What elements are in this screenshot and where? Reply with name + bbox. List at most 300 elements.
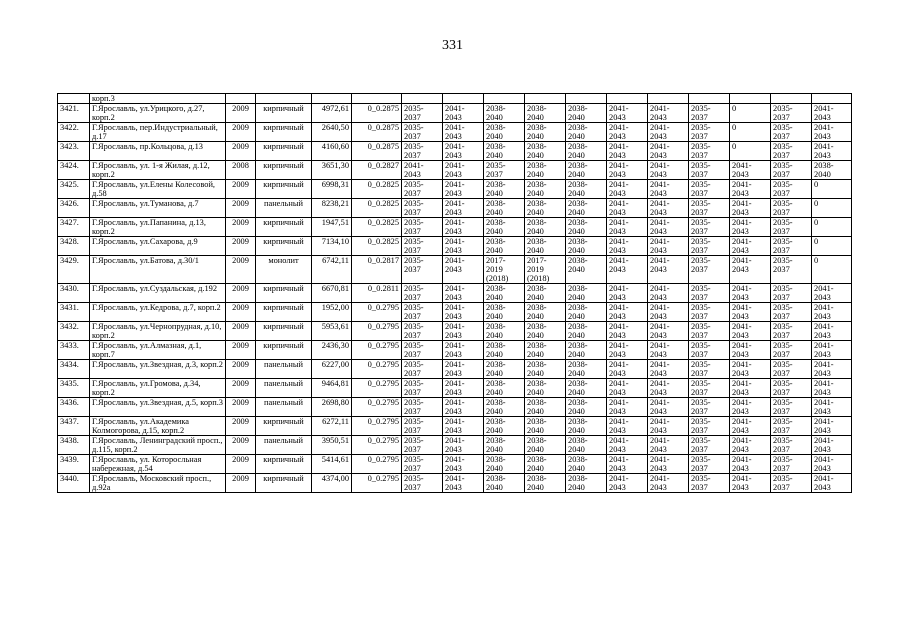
period-2-cell: 2041-2043 [443, 237, 484, 256]
year-built-cell: 2009 [226, 322, 256, 341]
period-10-cell: 2035-2037 [771, 379, 812, 398]
period-2-cell: 2041-2043 [443, 161, 484, 180]
period-1-cell: 2035-2037 [402, 417, 443, 436]
wear-ratio-cell: 0_0.2795 [352, 474, 402, 493]
continuation-row [58, 94, 852, 104]
period-1-cell: 2035-2037 [402, 237, 443, 256]
area-cell: 4160,60 [312, 142, 352, 161]
wear-ratio-cell: 0_0.2825 [352, 218, 402, 237]
period-2-cell: 2041-2043 [443, 218, 484, 237]
period-5-cell: 2038-2040 [566, 360, 607, 379]
table-cell [58, 94, 90, 104]
period-5-cell: 2038-2040 [566, 161, 607, 180]
period-7-cell: 2041-2043 [648, 455, 689, 474]
address-cell: Г.Ярославль, пер.Индустриальный, д.17 [90, 123, 226, 142]
period-11-cell: 2041-2043 [812, 104, 852, 123]
period-9-cell: 2041-2043 [730, 199, 771, 218]
period-5-cell: 2038-2040 [566, 341, 607, 360]
year-built-cell: 2009 [226, 398, 256, 417]
area-cell: 6742,11 [312, 256, 352, 284]
period-7-cell: 2041-2043 [648, 474, 689, 493]
area-cell: 6670,81 [312, 284, 352, 303]
period-8-cell: 2035-2037 [689, 237, 730, 256]
period-10-cell: 2035-2037 [771, 417, 812, 436]
address-cell: Г.Ярославль, ул.Туманова, д.7 [90, 199, 226, 218]
year-built-cell: 2009 [226, 123, 256, 142]
table-row [58, 360, 852, 379]
table-row [58, 341, 852, 360]
period-7-cell: 2041-2043 [648, 256, 689, 284]
wall-material-cell: кирпичный [256, 474, 312, 493]
period-6-cell: 2041-2043 [607, 360, 648, 379]
period-5-cell: 2038-2040 [566, 218, 607, 237]
table-row [58, 237, 852, 256]
table-row [58, 123, 852, 142]
address-cell: Г.Ярославль, ул.Суздальская, д.192 [90, 284, 226, 303]
address-cell: Г.Ярославль, пр.Кольцова, д.13 [90, 142, 226, 161]
table-row [58, 104, 852, 123]
period-3-cell: 2038-2040 [484, 180, 525, 199]
period-4-cell: 2038-2040 [525, 455, 566, 474]
row-number-cell: 3440. [58, 474, 90, 493]
period-6-cell: 2041-2043 [607, 104, 648, 123]
period-9-cell: 2041-2043 [730, 303, 771, 322]
row-number-cell: 3438. [58, 436, 90, 455]
table-row [58, 398, 852, 417]
wall-material-cell: кирпичный [256, 303, 312, 322]
wear-ratio-cell: 0_0.2795 [352, 360, 402, 379]
period-7-cell: 2041-2043 [648, 104, 689, 123]
table-row [58, 322, 852, 341]
period-11-cell: 0 [812, 199, 852, 218]
period-4-cell: 2038-2040 [525, 436, 566, 455]
period-6-cell: 2041-2043 [607, 199, 648, 218]
period-1-cell: 2041-2043 [402, 161, 443, 180]
row-number-cell: 3432. [58, 322, 90, 341]
period-6-cell: 2041-2043 [607, 436, 648, 455]
period-11-cell: 2041-2043 [812, 474, 852, 493]
period-1-cell: 2035-2037 [402, 455, 443, 474]
period-10-cell: 2035-2037 [771, 474, 812, 493]
row-number-cell: 3421. [58, 104, 90, 123]
area-cell: 4374,00 [312, 474, 352, 493]
period-2-cell: 2041-2043 [443, 104, 484, 123]
period-9-cell: 2041-2043 [730, 161, 771, 180]
area-cell: 5414,61 [312, 455, 352, 474]
row-number-cell: 3429. [58, 256, 90, 284]
period-1-cell: 2035-2037 [402, 341, 443, 360]
period-1-cell: 2035-2037 [402, 474, 443, 493]
period-5-cell: 2038-2040 [566, 199, 607, 218]
period-11-cell: 0 [812, 180, 852, 199]
period-3-cell: 2035-2037 [484, 161, 525, 180]
wear-ratio-cell: 0_0.2875 [352, 104, 402, 123]
period-4-cell: 2038-2040 [525, 284, 566, 303]
period-6-cell: 2041-2043 [607, 322, 648, 341]
wear-ratio-cell: 0_0.2827 [352, 161, 402, 180]
year-built-cell: 2009 [226, 379, 256, 398]
period-5-cell: 2038-2040 [566, 237, 607, 256]
period-6-cell: 2041-2043 [607, 303, 648, 322]
period-1-cell: 2035-2037 [402, 303, 443, 322]
area-cell: 1952,00 [312, 303, 352, 322]
period-2-cell: 2041-2043 [443, 379, 484, 398]
address-cell: Г.Ярославль, Московский просп., д.92а [90, 474, 226, 493]
period-7-cell: 2041-2043 [648, 360, 689, 379]
wall-material-cell: кирпичный [256, 218, 312, 237]
period-5-cell: 2038-2040 [566, 474, 607, 493]
table-row [58, 474, 852, 493]
table-row [58, 436, 852, 455]
address-cell: Г.Ярославль, Ленинградский просп., д.115, корп.2 [90, 436, 226, 455]
period-1-cell: 2035-2037 [402, 199, 443, 218]
wear-ratio-cell: 0_0.2795 [352, 417, 402, 436]
period-6-cell: 2041-2043 [607, 474, 648, 493]
year-built-cell: 2009 [226, 455, 256, 474]
period-4-cell: 2017-2019 (2018) [525, 256, 566, 284]
area-cell: 6227,00 [312, 360, 352, 379]
period-10-cell: 2035-2037 [771, 199, 812, 218]
period-9-cell: 2041-2043 [730, 322, 771, 341]
wear-ratio-cell: 0_0.2795 [352, 398, 402, 417]
area-cell: 2436,30 [312, 341, 352, 360]
period-3-cell: 2017-2019 (2018) [484, 256, 525, 284]
period-8-cell: 2035-2037 [689, 180, 730, 199]
wall-material-cell: кирпичный [256, 180, 312, 199]
address-cell: Г.Ярославль, ул.Академика Колмогорова, д.15, корп.2 [90, 417, 226, 436]
period-4-cell: 2038-2040 [525, 398, 566, 417]
period-1-cell: 2035-2037 [402, 256, 443, 284]
period-9-cell: 2041-2043 [730, 398, 771, 417]
wall-material-cell: панельный [256, 379, 312, 398]
period-8-cell: 2035-2037 [689, 199, 730, 218]
period-6-cell: 2041-2043 [607, 417, 648, 436]
wall-material-cell: кирпичный [256, 161, 312, 180]
wear-ratio-cell: 0_0.2795 [352, 436, 402, 455]
period-8-cell: 2035-2037 [689, 341, 730, 360]
period-3-cell: 2038-2040 [484, 104, 525, 123]
wear-ratio-cell: 0_0.2795 [352, 341, 402, 360]
period-1-cell: 2035-2037 [402, 379, 443, 398]
table-row [58, 218, 852, 237]
wall-material-cell: панельный [256, 398, 312, 417]
period-1-cell: 2035-2037 [402, 322, 443, 341]
period-2-cell: 2041-2043 [443, 360, 484, 379]
period-10-cell: 2035-2037 [771, 256, 812, 284]
period-2-cell: 2041-2043 [443, 455, 484, 474]
period-11-cell: 2041-2043 [812, 398, 852, 417]
table-row [58, 417, 852, 436]
year-built-cell: 2009 [226, 360, 256, 379]
wear-ratio-cell: 0_0.2795 [352, 322, 402, 341]
period-10-cell: 2035-2037 [771, 398, 812, 417]
period-1-cell: 2035-2037 [402, 104, 443, 123]
period-3-cell: 2038-2040 [484, 123, 525, 142]
row-number-cell: 3436. [58, 398, 90, 417]
period-10-cell: 2035-2037 [771, 322, 812, 341]
period-2-cell: 2041-2043 [443, 123, 484, 142]
period-5-cell: 2038-2040 [566, 284, 607, 303]
period-11-cell: 2041-2043 [812, 360, 852, 379]
period-5-cell: 2038-2040 [566, 180, 607, 199]
area-cell: 5953,61 [312, 322, 352, 341]
period-3-cell: 2038-2040 [484, 417, 525, 436]
wall-material-cell: кирпичный [256, 284, 312, 303]
wall-material-cell: кирпичный [256, 237, 312, 256]
address-cell: Г.Ярославль, ул.Громова, д.34, корп.2 [90, 379, 226, 398]
table-row [58, 180, 852, 199]
year-built-cell: 2009 [226, 104, 256, 123]
period-1-cell: 2035-2037 [402, 142, 443, 161]
wall-material-cell: кирпичный [256, 455, 312, 474]
period-1-cell: 2035-2037 [402, 398, 443, 417]
period-6-cell: 2041-2043 [607, 237, 648, 256]
year-built-cell: 2009 [226, 237, 256, 256]
period-8-cell: 2035-2037 [689, 436, 730, 455]
period-11-cell: 0 [812, 237, 852, 256]
period-3-cell: 2038-2040 [484, 218, 525, 237]
year-built-cell: 2009 [226, 218, 256, 237]
period-4-cell: 2038-2040 [525, 341, 566, 360]
row-number-cell: 3428. [58, 237, 90, 256]
row-number-cell: 3437. [58, 417, 90, 436]
period-8-cell: 2035-2037 [689, 104, 730, 123]
period-7-cell: 2041-2043 [648, 303, 689, 322]
wall-material-cell: кирпичный [256, 341, 312, 360]
period-3-cell: 2038-2040 [484, 284, 525, 303]
period-8-cell: 2035-2037 [689, 360, 730, 379]
period-3-cell: 2038-2040 [484, 436, 525, 455]
period-4-cell: 2038-2040 [525, 237, 566, 256]
wear-ratio-cell: 0_0.2811 [352, 284, 402, 303]
period-10-cell: 2035-2037 [771, 303, 812, 322]
period-2-cell: 2041-2043 [443, 256, 484, 284]
period-3-cell: 2038-2040 [484, 341, 525, 360]
row-number-cell: 3431. [58, 303, 90, 322]
period-3-cell: 2038-2040 [484, 379, 525, 398]
period-11-cell: 2038-2040 [812, 161, 852, 180]
period-7-cell: 2041-2043 [648, 379, 689, 398]
address-cell: Г.Ярославль, ул.Алмазная, д.1, корп.7 [90, 341, 226, 360]
period-10-cell: 2035-2037 [771, 455, 812, 474]
table-row [58, 379, 852, 398]
period-9-cell: 2041-2043 [730, 417, 771, 436]
wall-material-cell: кирпичный [256, 417, 312, 436]
table-row [58, 455, 852, 474]
period-2-cell: 2041-2043 [443, 303, 484, 322]
wall-material-cell: панельный [256, 199, 312, 218]
period-2-cell: 2041-2043 [443, 417, 484, 436]
period-5-cell: 2038-2040 [566, 256, 607, 284]
period-5-cell: 2038-2040 [566, 417, 607, 436]
area-cell: 3950,51 [312, 436, 352, 455]
table-row [58, 303, 852, 322]
page-number: 331 [442, 38, 463, 53]
period-10-cell: 2035-2037 [771, 218, 812, 237]
period-5-cell: 2038-2040 [566, 303, 607, 322]
wall-material-cell: кирпичный [256, 104, 312, 123]
area-cell: 4972,61 [312, 104, 352, 123]
period-6-cell: 2041-2043 [607, 218, 648, 237]
period-8-cell: 2035-2037 [689, 161, 730, 180]
period-1-cell: 2035-2037 [402, 284, 443, 303]
period-9-cell: 0 [730, 104, 771, 123]
wall-material-cell: кирпичный [256, 322, 312, 341]
period-8-cell: 2035-2037 [689, 474, 730, 493]
wall-material-cell: монолит [256, 256, 312, 284]
period-5-cell: 2038-2040 [566, 142, 607, 161]
row-number-cell: 3426. [58, 199, 90, 218]
period-2-cell: 2041-2043 [443, 322, 484, 341]
wall-material-cell: кирпичный [256, 142, 312, 161]
wall-material-cell: панельный [256, 360, 312, 379]
period-4-cell: 2038-2040 [525, 474, 566, 493]
period-11-cell: 2041-2043 [812, 284, 852, 303]
wear-ratio-cell: 0_0.2825 [352, 199, 402, 218]
table-row [58, 161, 852, 180]
period-2-cell: 2041-2043 [443, 341, 484, 360]
area-cell: 6998,31 [312, 180, 352, 199]
period-4-cell: 2038-2040 [525, 303, 566, 322]
period-7-cell: 2041-2043 [648, 322, 689, 341]
wear-ratio-cell: 0_0.2825 [352, 180, 402, 199]
period-3-cell: 2038-2040 [484, 322, 525, 341]
row-number-cell: 3430. [58, 284, 90, 303]
period-7-cell: 2041-2043 [648, 237, 689, 256]
period-1-cell: 2035-2037 [402, 123, 443, 142]
period-5-cell: 2038-2040 [566, 436, 607, 455]
address-cell: Г.Ярославль, ул. 1-я Жилая, д.12, корп.2 [90, 161, 226, 180]
period-4-cell: 2038-2040 [525, 322, 566, 341]
wear-ratio-cell: 0_0.2795 [352, 303, 402, 322]
row-number-cell: 3434. [58, 360, 90, 379]
address-cell: Г.Ярославль, ул.Кедрова, д.7, корп.2 [90, 303, 226, 322]
year-built-cell: 2009 [226, 341, 256, 360]
period-7-cell: 2041-2043 [648, 218, 689, 237]
period-8-cell: 2035-2037 [689, 322, 730, 341]
area-cell: 8238,21 [312, 199, 352, 218]
period-7-cell: 2041-2043 [648, 142, 689, 161]
period-9-cell: 0 [730, 123, 771, 142]
period-1-cell: 2035-2037 [402, 218, 443, 237]
address-cell: Г.Ярославль, ул.Папанина, д.13, корп.2 [90, 218, 226, 237]
wear-ratio-cell: 0_0.2875 [352, 123, 402, 142]
year-built-cell: 2009 [226, 180, 256, 199]
wall-material-cell: кирпичный [256, 123, 312, 142]
period-9-cell: 2041-2043 [730, 218, 771, 237]
period-4-cell: 2038-2040 [525, 360, 566, 379]
table-row [58, 284, 852, 303]
period-7-cell: 2041-2043 [648, 161, 689, 180]
area-cell: 2698,80 [312, 398, 352, 417]
period-7-cell: 2041-2043 [648, 180, 689, 199]
period-4-cell: 2038-2040 [525, 104, 566, 123]
period-8-cell: 2035-2037 [689, 379, 730, 398]
row-number-cell: 3433. [58, 341, 90, 360]
period-11-cell: 2041-2043 [812, 341, 852, 360]
period-11-cell: 2041-2043 [812, 123, 852, 142]
year-built-cell: 2009 [226, 142, 256, 161]
period-6-cell: 2041-2043 [607, 161, 648, 180]
period-9-cell: 2041-2043 [730, 360, 771, 379]
period-1-cell: 2035-2037 [402, 180, 443, 199]
period-9-cell: 2041-2043 [730, 237, 771, 256]
period-10-cell: 2035-2037 [771, 123, 812, 142]
period-10-cell: 2035-2037 [771, 237, 812, 256]
period-5-cell: 2038-2040 [566, 123, 607, 142]
year-built-cell: 2009 [226, 256, 256, 284]
address-cell: Г.Ярославль, ул. Которосльная набережная, д.54 [90, 455, 226, 474]
period-4-cell: 2038-2040 [525, 379, 566, 398]
period-6-cell: 2041-2043 [607, 341, 648, 360]
period-3-cell: 2038-2040 [484, 455, 525, 474]
period-7-cell: 2041-2043 [648, 341, 689, 360]
period-1-cell: 2035-2037 [402, 436, 443, 455]
area-cell: 2640,50 [312, 123, 352, 142]
period-5-cell: 2038-2040 [566, 104, 607, 123]
period-5-cell: 2038-2040 [566, 379, 607, 398]
period-4-cell: 2038-2040 [525, 161, 566, 180]
row-number-cell: 3425. [58, 180, 90, 199]
period-6-cell: 2041-2043 [607, 398, 648, 417]
year-built-cell: 2008 [226, 161, 256, 180]
period-8-cell: 2035-2037 [689, 398, 730, 417]
period-6-cell: 2041-2043 [607, 142, 648, 161]
row-number-cell: 3422. [58, 123, 90, 142]
period-9-cell: 2041-2043 [730, 379, 771, 398]
period-11-cell: 2041-2043 [812, 303, 852, 322]
period-11-cell: 2041-2043 [812, 322, 852, 341]
period-7-cell: 2041-2043 [648, 123, 689, 142]
period-9-cell: 2041-2043 [730, 341, 771, 360]
period-2-cell: 2041-2043 [443, 398, 484, 417]
period-3-cell: 2038-2040 [484, 199, 525, 218]
period-11-cell: 0 [812, 256, 852, 284]
continuation-address: корп.3 [90, 94, 226, 104]
period-11-cell: 0 [812, 218, 852, 237]
wall-material-cell: панельный [256, 436, 312, 455]
period-9-cell: 2041-2043 [730, 455, 771, 474]
period-4-cell: 2038-2040 [525, 199, 566, 218]
row-number-cell: 3423. [58, 142, 90, 161]
period-6-cell: 2041-2043 [607, 123, 648, 142]
period-4-cell: 2038-2040 [525, 417, 566, 436]
period-3-cell: 2038-2040 [484, 303, 525, 322]
year-built-cell: 2009 [226, 417, 256, 436]
period-8-cell: 2035-2037 [689, 218, 730, 237]
housing-register-table [57, 93, 852, 493]
period-6-cell: 2041-2043 [607, 284, 648, 303]
period-11-cell: 2041-2043 [812, 436, 852, 455]
table-row [58, 199, 852, 218]
period-4-cell: 2038-2040 [525, 180, 566, 199]
year-built-cell: 2009 [226, 436, 256, 455]
row-number-cell: 3427. [58, 218, 90, 237]
period-8-cell: 2035-2037 [689, 455, 730, 474]
period-8-cell: 2035-2037 [689, 303, 730, 322]
period-10-cell: 2035-2037 [771, 180, 812, 199]
period-2-cell: 2041-2043 [443, 284, 484, 303]
period-11-cell: 2041-2043 [812, 142, 852, 161]
period-5-cell: 2038-2040 [566, 398, 607, 417]
period-2-cell: 2041-2043 [443, 142, 484, 161]
period-2-cell: 2041-2043 [443, 474, 484, 493]
period-2-cell: 2041-2043 [443, 199, 484, 218]
area-cell: 7134,10 [312, 237, 352, 256]
period-6-cell: 2041-2043 [607, 256, 648, 284]
period-10-cell: 2035-2037 [771, 142, 812, 161]
year-built-cell: 2009 [226, 303, 256, 322]
